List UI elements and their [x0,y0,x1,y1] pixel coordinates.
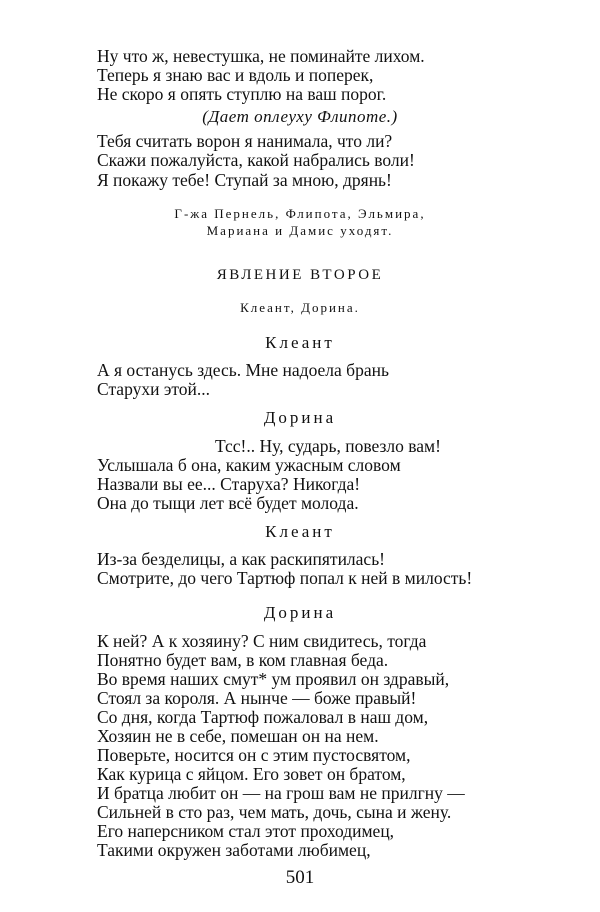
verse-line: Не скоро я опять ступлю на ваш порог. [97,84,387,104]
verse-line: Назвали вы ее... Старуха? Никогда! [97,474,361,494]
verse-line: Смотрите, до чего Тартюф попал к ней в милость! [97,568,473,588]
verse-line: Как курица с яйцом. Его зовет он братом, [97,764,406,784]
verse-line: Тсс!.. Ну, сударь, повезло вам! [215,436,441,456]
verse-line: Услышала б она, каким ужасным словом [97,455,401,475]
verse-line: Хозяин не в себе, помешан он на нем. [97,726,379,746]
speaker-name: Клеант [265,522,335,541]
exit-note-line: Г-жа Пернель, Флипота, Эльмира, [174,206,426,221]
verse-line: Теперь я знаю вас и вдоль и поперек, [97,65,374,85]
verse-line: Его наперсником стал этот проходимец, [97,821,395,841]
verse-line: Скажи пожалуйста, какой набрались воли! [97,150,415,170]
verse-line: Поверьте, носится он с этим пустосвятом, [97,745,411,765]
scene-title: ЯВЛЕНИЕ ВТОРОЕ [216,267,384,283]
verse-line: Из-за безделицы, а как раскипятилась! [97,549,386,569]
verse-line: И братца любит он — на грош вам не прилгну — [97,783,465,803]
verse-line: К ней? А к хозяину? С ним свидитесь, тогда [97,631,427,651]
stage-direction: (Дает оплеуху Флипоте.) [202,107,398,126]
verse-line: Тебя считать ворон я нанимала, что ли? [97,131,393,151]
verse-line: Ну что ж, невестушка, не поминайте лихом. [97,46,425,66]
verse-line: А я останусь здесь. Мне надоела брань [97,360,389,380]
verse-line: Она до тыщи лет всё будет молода. [97,493,359,513]
verse-line: Понятно будет вам, в ком главная беда. [97,650,389,670]
speaker-name: Дорина [263,408,337,427]
verse-line: Сильней в сто раз, чем мать, дочь, сына и жену. [97,802,452,822]
page-number: 501 [285,867,315,888]
verse-line: Во время наших смут* ум проявил он здравый, [97,669,450,689]
speaker-name: Клеант [265,333,335,352]
verse-line: Такими окружен заботами любимец, [97,840,371,860]
exit-note-line: Мариана и Дамис уходят. [206,223,394,238]
verse-line: Со дня, когда Тартюф пожаловал в наш дом, [97,707,429,727]
scene-cast: Клеант, Дорина. [240,300,360,315]
verse-line: Старухи этой... [97,379,210,399]
verse-line: Я покажу тебе! Ступай за мною, дрянь! [97,170,392,190]
verse-line: Стоял за короля. А нынче — боже правый! [97,688,417,708]
speaker-name: Дорина [263,603,337,622]
